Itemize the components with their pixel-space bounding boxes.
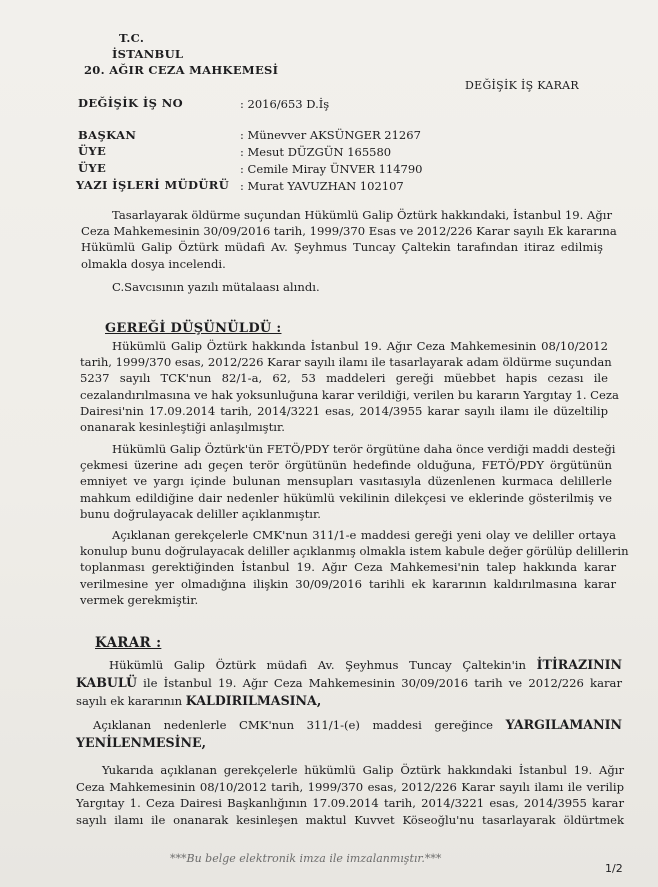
tc-label: T.C.	[119, 31, 145, 45]
karar-bold: İTİRAZININ	[536, 657, 622, 672]
geregi-line: onanarak kesinleştiği anlaşılmıştır.	[80, 420, 285, 435]
case-no-value: : 2016/653 D.İş	[240, 97, 330, 111]
city-label: İSTANBUL	[112, 47, 184, 61]
karar-line: Yukarıda açıklanan gerekçelerle hükümlü Galip Öztürk hakkındaki İstanbul 19. Ağır	[102, 763, 624, 777]
member-name-clerk: : Murat YAVUZHAN 102107	[240, 179, 404, 193]
geregi-line: Hükümlü Galip Öztürk'ün FETÖ/PDY terör örgütüne daha önce verdiği maddi desteği	[112, 442, 616, 456]
karar-paragraph-3	[76, 762, 624, 828]
geregi-paragraph-3	[80, 527, 629, 608]
intro-paragraph	[81, 207, 617, 272]
case-no-label: DEĞİŞİK İŞ NO	[78, 96, 184, 110]
intro-line: olmakla dosya incelendi.	[81, 256, 226, 271]
member-role-clerk: YAZI İŞLERİ MÜDÜRÜ	[76, 178, 230, 192]
member-role-president: BAŞKAN	[78, 128, 137, 142]
geregi-line: çekmesi üzerine adı geçen terör örgütünün hedefinde olduğuna, FETÖ/PDY örgütünün	[80, 458, 612, 473]
karar-text: Hükümlü Galip Öztürk müdafi Av. Şeyhmus Tuncay Çaltekin'in	[109, 658, 537, 672]
karar-bold: KALDIRILMASINA,	[185, 693, 322, 708]
geregi-heading: GEREĞİ DÜŞÜNÜLDÜ :	[105, 321, 282, 336]
karar-line	[76, 734, 622, 752]
geregi-line: bunu doğrulayacak deliller açıklanmıştır.	[80, 506, 321, 521]
karar-heading: KARAR :	[95, 635, 162, 651]
karar-bold: YENİLENMESİNE,	[76, 735, 206, 750]
karar-text: sayılı ek kararının	[76, 694, 186, 708]
geregi-line: emniyet ve yargı içinde bulunan mensupları vasıtasıyla düzenlenen kurmaca delillerle	[80, 474, 612, 489]
geregi-line: toplanması gerektiğinden İstanbul 19. Ağır Ceza Mahkemesi'nin talep hakkında karar	[80, 560, 616, 575]
intro-line: Tasarlayarak öldürme suçundan Hükümlü Galip Öztürk hakkındaki, İstanbul 19. Ağır	[112, 208, 613, 222]
karar-line: sayılı ilamı ile onanarak kesinleşen maktul Kuvvet Köseoğlu'nu tasarlayarak öldürtmek	[76, 812, 624, 827]
geregi-line: konulup bunu doğrulayacak deliller açıklanmış olmakla istem kabule değer görülüp delillerin	[80, 544, 629, 559]
karar-paragraph-1	[76, 656, 622, 710]
page-number: 1/2	[605, 862, 623, 875]
karar-line	[76, 716, 622, 734]
geregi-line: vermek gerekmiştir.	[80, 592, 199, 607]
member-name-president: : Münevver AKSÜNGER 21267	[240, 128, 421, 142]
member-role-member-2: ÜYE	[78, 161, 107, 175]
karar-line: Ceza Mahkemesinin 08/10/2012 tarih, 1999/370 esas, 2012/226 Karar sayılı ilamı ile verilip	[76, 779, 624, 794]
document-type: DEĞİŞİK İŞ KARAR	[465, 79, 579, 92]
karar-paragraph-2	[76, 716, 622, 752]
karar-line	[76, 656, 622, 674]
e-signature-note: ***Bu belge elektronik imza ile imzalanmıştır.***	[170, 852, 442, 865]
karar-line: Yargıtay 1. Ceza Dairesi Başkanlığının 17.09.2014 tarih, 2014/3221 esas, 2014/3955 karar	[76, 796, 624, 811]
karar-bold: KABULÜ	[76, 675, 137, 690]
court-name: 20. AĞIR CEZA MAHKEMESİ	[84, 63, 279, 77]
geregi-line: Açıklanan gerekçelerle CMK'nun 311/1-e maddesi gereği yeni olay ve deliller ortaya	[112, 528, 616, 542]
geregi-line: mahkum edildiğine dair nedenler hükümlü vekilinin dilekçesi ve eklerinde gösterilmiş ve	[80, 490, 612, 505]
geregi-line: cezalandırılmasına ve hak yoksunluğuna karar verildiği, verilen bu kararın Yargıtay 1. Ceza	[80, 387, 619, 402]
geregi-paragraph-1	[80, 338, 619, 435]
member-role-member-1: ÜYE	[78, 144, 107, 158]
geregi-line: verilmesine yer olmadığına ilişkin 30/09/2016 tarihli ek kararının kaldırılmasına karar	[80, 576, 616, 591]
geregi-line: Dairesi'nin 17.09.2014 tarih, 2014/3221 esas, 2014/3955 karar sayılı ilamı ile düzeltilip	[80, 403, 608, 418]
geregi-line: tarih, 1999/370 esas, 2012/226 Karar sayılı ilamı ile tasarlayarak adam öldürme suçundan	[80, 355, 612, 370]
karar-line	[76, 692, 622, 710]
karar-line	[76, 674, 622, 692]
member-name-member-1: : Mesut DÜZGÜN 165580	[240, 145, 392, 159]
member-name-member-2: : Cemile Miray ÜNVER 114790	[240, 162, 423, 176]
intro-line: Hükümlü Galip Öztürk müdafi Av. Şeyhmus Tuncay Çaltekin tarafından itiraz edilmiş	[81, 240, 603, 255]
prosecutor-note: C.Savcısının yazılı mütalaası alındı.	[112, 280, 320, 294]
intro-line: Ceza Mahkemesinin 30/09/2016 tarih, 1999/370 Esas ve 2012/226 Karar sayılı Ek kararına	[81, 224, 617, 239]
geregi-line: Hükümlü Galip Öztürk hakkında İstanbul 19. Ağır Ceza Mahkemesinin 08/10/2012	[112, 339, 608, 353]
karar-text: Açıklanan nedenlerle CMK'nun 311/1-(e) maddesi gereğince	[93, 718, 506, 732]
geregi-paragraph-2	[80, 441, 616, 522]
karar-text: ile İstanbul 19. Ağır Ceza Mahkemesinin 30/09/2016 tarih ve 2012/226 karar	[136, 676, 622, 690]
geregi-line: 5237 sayılı TCK'nun 82/1-a, 62, 53 maddeleri gereği müebbet hapis cezası ile	[80, 371, 608, 386]
karar-bold: YARGILAMANIN	[505, 717, 622, 732]
